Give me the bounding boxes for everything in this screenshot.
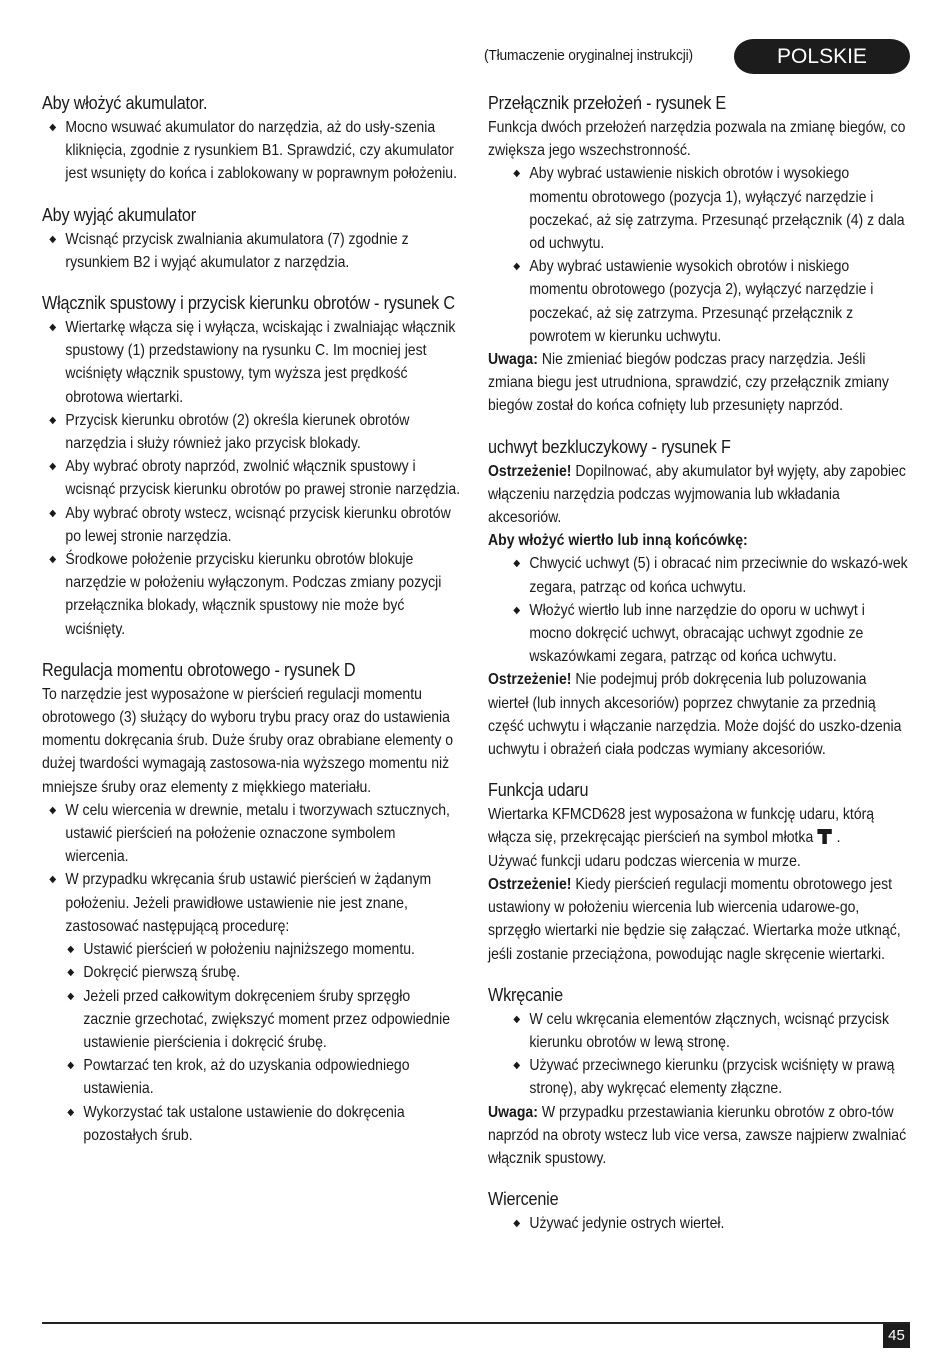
section-title: Wiercenie (488, 1189, 559, 1210)
sub-bullet-list (42, 938, 462, 1147)
sub-list-item: ◆ Powtarzać ten krok, aż do uzyskania odpowiedniego ustawienia. (42, 1054, 462, 1100)
list-item: ◆ Używać jedynie ostrych wierteł. (488, 1212, 910, 1235)
list-item: ◆ Aby wybrać obroty naprzód, zwolnić włącznik spustowy i wcisnąć przycisk kierunku obrotów po prawej stronie narzędzia. (42, 455, 462, 501)
section-hammer-function (488, 779, 910, 965)
hammer-icon (817, 827, 833, 845)
sub-list-item: ◆ Ustawić pierścień w położeniu najniższego momentu. (42, 938, 462, 961)
subheading (488, 529, 910, 552)
list-item: ◆ Aby wybrać ustawienie wysokich obrotów i niskiego momentu obrotowego (pozycja 2), wyłączyć narzędzie i poczekać, aż się zatrzyma. Przesunąć przełącznik z powrotem w kierunku uchwytu. (488, 255, 910, 348)
list-item: ◆ Włożyć wiertło lub inne narzędzie do oporu w uchwyt i mocno dokręcić uchwyt, obracając uchwyt zgodnie ze wskazówkami zegara, patrząc od końca uchwytu. (488, 599, 910, 669)
section-title: Regulacja momentu obrotowego - rysunek D (42, 659, 356, 680)
section-title: Aby wyjąć akumulator (42, 204, 196, 225)
list-item: ◆ W przypadku wkręcania śrub ustawić pierścień w żądanym położeniu. Jeżeli prawidłowe ustawienie nie jest znane, zastosować następującą procedurę: (42, 868, 462, 938)
bullet-list (488, 162, 910, 348)
section-remove-battery (42, 204, 462, 274)
sub-list-item: ◆ Dokręcić pierwszą śrubę. (42, 961, 462, 984)
section-torque-adjustment (42, 659, 462, 1147)
note-label: Uwaga: (488, 1103, 538, 1121)
warning-label: Ostrzeżenie! (488, 671, 572, 689)
paragraph: Używać funkcji udaru podczas wiercenia w murze. (488, 852, 801, 870)
bullet-list (488, 1212, 910, 1235)
paragraph: To narzędzie jest wyposażone w pierścień regulacji momentu obrotowego (3) służący do wyboru trybu pracy oraz do ustawienia momentu dokręcania śrub. Duże śruby oraz obrabiane elementy o dużej twardości wymagają zastosowa-nia wyższego momentu niż mniejsze śruby oraz elementy z miękkiego materiału. (42, 685, 454, 796)
section-title: Aby włożyć akumulator. (42, 93, 208, 113)
translation-note: (Tłumaczenie oryginalnej instrukcji) (484, 47, 693, 64)
section-screwdriving (488, 984, 910, 1170)
list-item: ◆ Aby wybrać ustawienie niskich obrotów i wysokiego momentu obrotowego (pozycja 1), wyłączyć narzędzie i poczekać, aż się zatrzyma. Przesunąć przełącznik (4) z dala od uchwytu. (488, 162, 910, 255)
warning-label: Ostrzeżenie! (488, 875, 572, 893)
section-keyless-chuck (488, 436, 910, 762)
list-item: ◆ Wiertarkę włącza się i wyłącza, wciskając i zwalniając włącznik spustowy (1) przedstawiony na rysunku C. Im mocniej jest wciśnięty włącznik spustowy, tym wyższa jest prędkość obrotowa wiertarki. (42, 316, 462, 409)
bullet-list (42, 316, 462, 641)
warning-text: Nie podejmuj prób dokręcenia lub poluzowania wierteł (lub innych akcesoriów) poprzez chwytanie za przednią część uchwytu i włączanie narzędzia. Może dojść do uszko-dzenia uchwytu i obrażeń ciała podczas wymiany akcesoriów. (488, 671, 902, 759)
bullet-list (42, 228, 462, 274)
warning-text: Dopilnować, aby akumulator był wyjęty, aby zapobiec włączeniu narzędzia podczas wyjmowania lub wkładania akcesoriów. (488, 462, 906, 527)
section-title: Włącznik spustowy i przycisk kierunku obrotów - rysunek C (42, 293, 455, 314)
warning-text: Kiedy pierścień regulacji momentu obrotowego jest ustawiony w położeniu wiercenia lub wiercenia udarowe-go, sprzęgło wiertarki nie będzie się załączać. Wiertarka może utknąć, jeśli zostanie przeciążona, powodując nagle skręcenie wiertarki. (488, 875, 901, 963)
note-text: W przypadku przestawiania kierunku obrotów z obro-tów naprzód na obroty wstecz lub vice versa, zawsze najpierw zwalniać włącznik spustowy. (488, 1103, 907, 1167)
section-title: Przełącznik przełożeń - rysunek E (488, 93, 727, 113)
bullet-list (488, 552, 910, 668)
section-gear-selector (488, 92, 910, 418)
note (488, 348, 910, 418)
section-title: uchwyt bezkluczykowy - rysunek F (488, 436, 731, 457)
language-badge: POLSKIE (734, 39, 910, 74)
sub-list-item: ◆ Jeżeli przed całkowitym dokręceniem śruby sprzęgło zacznie grzechotać, zwiększyć moment przez odpowiednie ustawienie pierścienia i dokręcić śrubę. (42, 985, 462, 1055)
section-drilling (488, 1188, 910, 1235)
warning-label: Ostrzeżenie! (488, 462, 572, 480)
warning (488, 873, 910, 966)
section-title: Funkcja udaru (488, 780, 589, 801)
subheading-text: Aby włożyć wiertło lub inną końcówkę: (488, 532, 748, 550)
paragraph-text-end: . (836, 829, 841, 847)
footer-rule (42, 1322, 910, 1324)
list-item: ◆ Aby wybrać obroty wstecz, wcisnąć przycisk kierunku obrotów po lewej stronie narzędzia. (42, 502, 462, 548)
right-column (488, 92, 910, 1253)
left-column (42, 92, 462, 1165)
list-item: ◆ Mocno wsuwać akumulator do narzędzia, aż do usły-szenia kliknięcia, zgodnie z rysunkiem B1. Sprawdzić, czy akumulator jest wsunięty do końca i zablokowany w poprawnym położeniu. (42, 116, 462, 186)
bullet-list (488, 1008, 910, 1101)
note-label: Uwaga: (488, 351, 538, 369)
paragraph: Funkcja dwóch przełożeń narzędzia pozwala na zmianę biegów, co zwiększa jego wszechstronność. (488, 119, 906, 160)
list-item: ◆ Wcisnąć przycisk zwalniania akumulatora (7) zgodnie z rysunkiem B2 i wyjąć akumulator z narzędzia. (42, 228, 462, 274)
list-item: ◆ W celu wiercenia w drewnie, metalu i tworzywach sztucznych, ustawić pierścień na położenie oznaczone symbolem wiercenia. (42, 799, 462, 869)
list-item: ◆ Używać przeciwnego kierunku (przycisk wciśnięty w prawą stronę), aby wykręcać elementy złączne. (488, 1054, 910, 1100)
sub-list-item: ◆ Wykorzystać tak ustalone ustawienie do dokręcenia pozostałych śrub. (42, 1101, 462, 1147)
section-insert-battery (42, 92, 462, 186)
paragraph-text: Wiertarka KFMCD628 jest wyposażona w funkcję udaru, którą włącza się, przekręcając pierścień na symbol młotka (488, 806, 875, 847)
page-number: 45 (883, 1324, 910, 1348)
warning (488, 460, 910, 530)
list-item: ◆ Przycisk kierunku obrotów (2) określa kierunek obrotów narzędzia i służy również jako przycisk blokady. (42, 409, 462, 455)
warning (488, 668, 910, 761)
note-text: Nie zmieniać biegów podczas pracy narzędzia. Jeśli zmiana biegu jest utrudniona, sprawdzić, czy przełącznik zmiany biegów został do końca cofnięty lub przesunięty naprzód. (488, 351, 889, 415)
list-item: ◆ Chwycić uchwyt (5) i obracać nim przeciwnie do wskazó-wek zegara, patrząc od końca uchwytu. (488, 552, 910, 598)
section-trigger-switch (42, 292, 462, 641)
list-item: ◆ W celu wkręcania elementów złącznych, wcisnąć przycisk kierunku obrotów w lewą stronę. (488, 1008, 910, 1054)
bullet-list (42, 799, 462, 938)
list-item: ◆ Środkowe położenie przycisku kierunku obrotów blokuje narzędzie w położeniu wyłączonym. Podczas zmiany pozycji przełącznika blokady, włącznik spustowy nie może być wciśnięty. (42, 548, 462, 641)
note (488, 1101, 910, 1171)
section-title: Wkręcanie (488, 984, 563, 1005)
paragraph (488, 803, 910, 849)
bullet-list (42, 116, 462, 186)
